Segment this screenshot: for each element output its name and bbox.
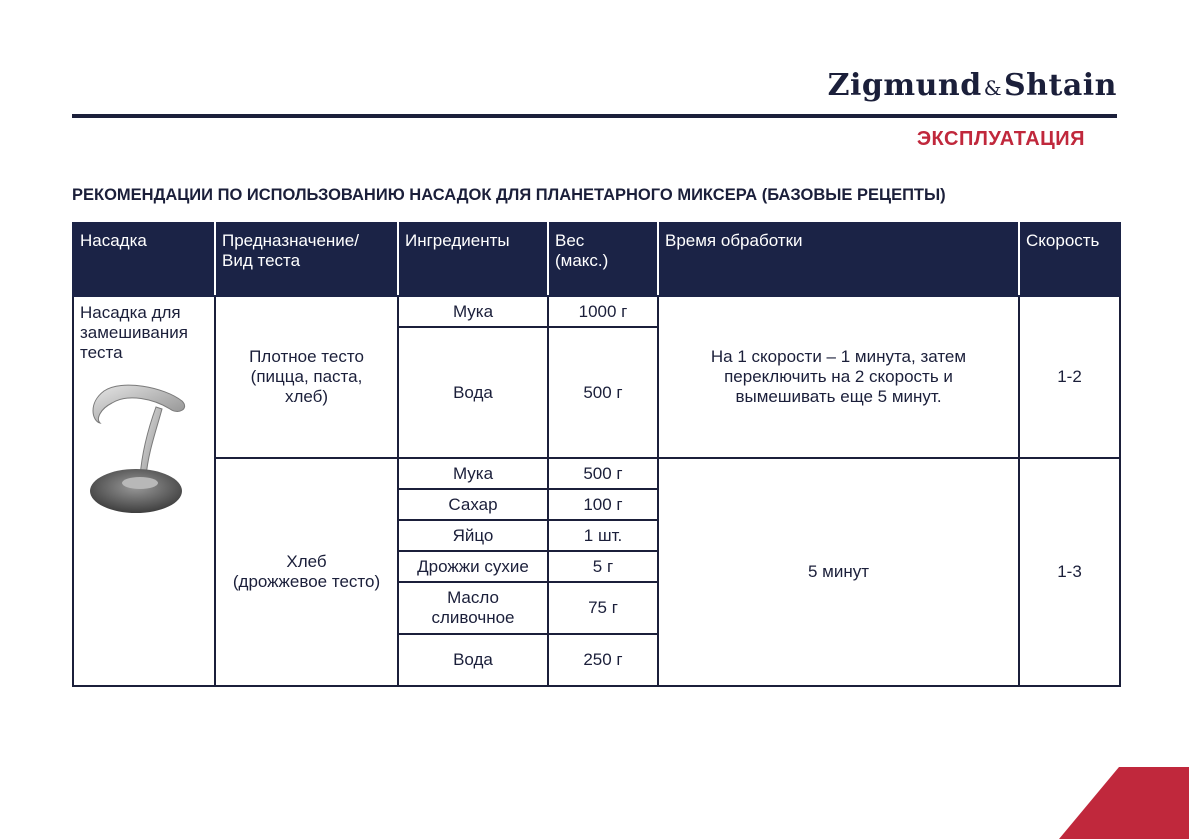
ingredient-cell: Масло сливочное: [398, 582, 548, 634]
corner-decoration: [1059, 767, 1189, 839]
col-header-speed: Скорость: [1019, 223, 1120, 296]
dough-hook-icon: [82, 379, 198, 519]
ingredient-cell: Вода: [398, 327, 548, 458]
time-cell: На 1 скорости – 1 минута, затем переключить на 2 скорость и вымешивать еще 5 минут.: [658, 296, 1019, 458]
ingredient-cell: Яйцо: [398, 520, 548, 551]
purpose-cell: Хлеб (дрожжевое тесто): [215, 458, 398, 686]
ingredient-cell: Мука: [398, 458, 548, 489]
weight-cell: 500 г: [548, 327, 658, 458]
ingredient-cell: Мука: [398, 296, 548, 327]
weight-cell: 75 г: [548, 582, 658, 634]
purpose-cell: Плотное тесто (пицца, паста, хлеб): [215, 296, 398, 458]
col-header-weight: Вес (макс.): [548, 223, 658, 296]
table-row: [73, 296, 1120, 327]
speed-cell: 1-2: [1019, 296, 1120, 458]
ingredient-cell: Сахар: [398, 489, 548, 520]
weight-cell: 1 шт.: [548, 520, 658, 551]
col-header-attachment: Насадка: [73, 223, 215, 296]
section-title: ЭКСПЛУАТАЦИЯ: [916, 128, 1085, 150]
brand-logo: Zigmund &Shtain: [827, 68, 1117, 103]
ingredient-cell: Вода: [398, 634, 548, 686]
speed-cell: 1-3: [1019, 458, 1120, 686]
weight-cell: 5 г: [548, 551, 658, 582]
weight-cell: 250 г: [548, 634, 658, 686]
table-row: [73, 458, 1120, 489]
attachment-cell: Насадка для замешивания теста: [73, 296, 215, 686]
weight-cell: 500 г: [548, 458, 658, 489]
page-title: РЕКОМЕНДАЦИИ ПО ИСПОЛЬЗОВАНИЮ НАСАДОК ДЛЯ ПЛАНЕТАРНОГО МИКСЕРА (БАЗОВЫЕ РЕЦЕПТЫ): [72, 186, 946, 204]
recommendations-table: [72, 222, 1121, 687]
col-header-ingredients: Ингредиенты: [398, 223, 548, 296]
col-header-time: Время обработки: [658, 223, 1019, 296]
col-header-purpose: Предназначение/ Вид теста: [215, 223, 398, 296]
time-cell: 5 минут: [658, 458, 1019, 686]
table-header-row: [73, 223, 1120, 296]
weight-cell: 1000 г: [548, 296, 658, 327]
ingredient-cell: Дрожжи сухие: [398, 551, 548, 582]
header-rule: [72, 114, 1117, 118]
weight-cell: 100 г: [548, 489, 658, 520]
